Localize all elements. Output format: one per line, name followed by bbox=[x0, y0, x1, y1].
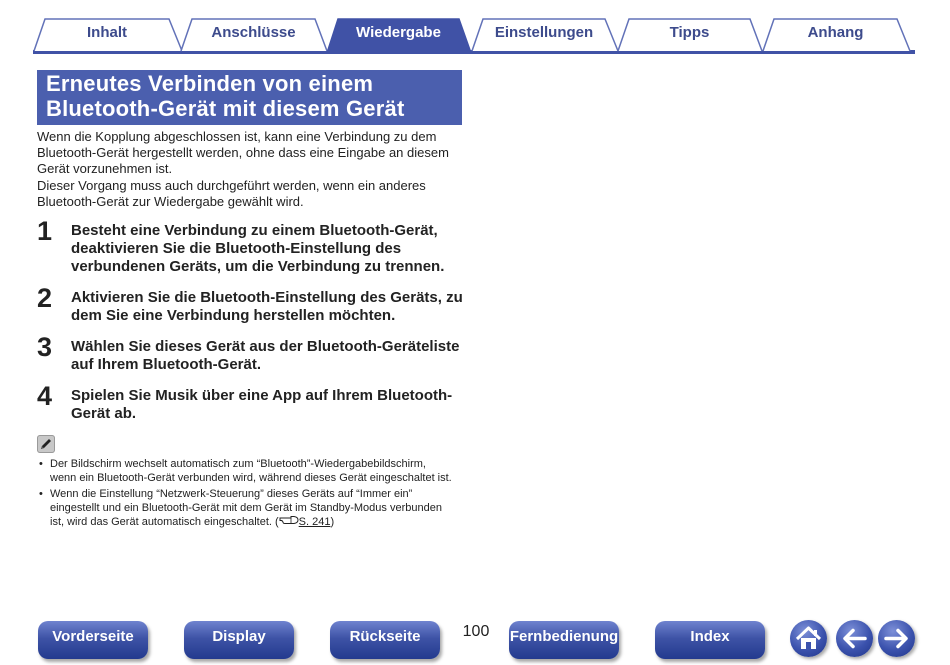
step-text bbox=[71, 222, 471, 276]
intro-text-line: Bluetooth-Gerät hergestellt werden, ohne dass eine Eingabe an diesem bbox=[37, 145, 449, 160]
display-button[interactable]: Display bbox=[184, 621, 294, 659]
page-reference-link[interactable] bbox=[279, 516, 331, 528]
tab-anhang-label: Anhang bbox=[807, 24, 864, 41]
pencil-icon-graphic bbox=[37, 435, 55, 453]
note-text-line: Der Bildschirm wechselt automatisch zum “Bluetooth”-Wiedergabebildschirm, bbox=[50, 458, 426, 470]
note-text-line: wenn ein Bluetooth-Gerät verbunden wird, während dieses Gerät eingeschaltet ist. bbox=[50, 472, 452, 484]
remote-control-button[interactable]: Fernbedienung bbox=[509, 621, 619, 659]
step-text-line: Gerät ab. bbox=[71, 405, 137, 422]
note-text-line: eingestellt und ein Bluetooth-Gerät mit dem Gerät im Standby-Modus verbunden bbox=[50, 502, 442, 514]
step-text-line: verbundenen Geräts, um die Verbindung zu trennen. bbox=[71, 258, 445, 275]
page-number: 100 bbox=[462, 623, 490, 640]
step-2 bbox=[37, 283, 477, 327]
arrow-left-icon bbox=[836, 620, 873, 657]
section-heading bbox=[37, 70, 462, 125]
step-text-line: Wählen Sie dieses Gerät aus der Bluetooth-Geräteliste bbox=[71, 338, 460, 355]
note-item: • Wenn die Einstellung “Netzwerk-Steuerung” dieses Geräts auf “Immer ein” eingestellt und ein Bluetooth-Gerät mit dem Gerät im Standby-Modus verbunden ist, wird das Gerät automatisch eingeschaltet. ( S. 241) bbox=[37, 487, 467, 529]
rear-panel-button[interactable]: Rückseite bbox=[330, 621, 440, 659]
home-icon bbox=[790, 620, 827, 657]
section-heading-line-1: Erneutes Verbinden von einem bbox=[46, 71, 374, 96]
tab-einstellungen-label: Einstellungen bbox=[494, 24, 594, 41]
section-heading-line-2: Bluetooth-Gerät mit diesem Gerät bbox=[46, 96, 405, 121]
step-text-line: Spielen Sie Musik über eine App auf Ihrem Bluetooth- bbox=[71, 387, 453, 404]
step-text-line: auf Ihrem Bluetooth-Gerät. bbox=[71, 356, 262, 373]
step-number: 3 bbox=[37, 332, 53, 362]
note-item: • Der Bildschirm wechselt automatisch zum “Bluetooth”-Wiedergabebildschirm, wenn ein Bluetooth-Gerät verbunden wird, während dieses Gerät eingeschaltet ist. bbox=[37, 457, 467, 485]
index-button[interactable]: Index bbox=[655, 621, 765, 659]
front-panel-button[interactable]: Vorderseite bbox=[38, 621, 148, 659]
step-text-line: deaktivieren Sie die Bluetooth-Einstellung des bbox=[71, 240, 402, 257]
step-4 bbox=[37, 381, 477, 425]
tab-wiedergabe-label: Wiedergabe bbox=[356, 24, 441, 41]
step-number: 2 bbox=[37, 283, 53, 313]
forward-button[interactable] bbox=[878, 620, 915, 657]
step-text bbox=[71, 387, 471, 423]
tab-inhalt-label: Inhalt bbox=[87, 24, 127, 41]
step-text bbox=[71, 289, 471, 325]
arrow-right-icon bbox=[878, 620, 915, 657]
intro-paragraph-1 bbox=[37, 129, 467, 177]
note-text-line: Wenn die Einstellung “Netzwerk-Steuerung” dieses Geräts auf “Immer ein” bbox=[50, 488, 413, 500]
intro-text-line: Dieser Vorgang muss auch durchgeführt werden, wenn ein anderes bbox=[37, 178, 426, 193]
step-text-line: Besteht eine Verbindung zu einem Bluetooth-Gerät, bbox=[71, 222, 438, 239]
back-button[interactable] bbox=[836, 620, 873, 657]
note-text-after: ) bbox=[330, 516, 335, 528]
step-1 bbox=[37, 216, 477, 278]
step-text bbox=[71, 338, 471, 374]
home-button[interactable] bbox=[790, 620, 827, 657]
tab-tipps-label: Tipps bbox=[669, 24, 710, 41]
step-number: 4 bbox=[37, 381, 53, 411]
step-number: 1 bbox=[37, 216, 53, 246]
intro-text-line: Gerät vorzunehmen ist. bbox=[37, 161, 173, 176]
step-text-line: dem Sie eine Verbindung herstellen möchten. bbox=[71, 307, 396, 324]
tab-bar bbox=[0, 0, 950, 56]
tab-anschluesse-label: Anschlüsse bbox=[211, 24, 296, 41]
page-reference-text: S. 241 bbox=[298, 516, 331, 528]
pointing-hand-icon bbox=[279, 515, 299, 525]
step-text-line: Aktivieren Sie die Bluetooth-Einstellung des Geräts, zu bbox=[71, 289, 463, 306]
step-3 bbox=[37, 332, 477, 376]
intro-text-line: Wenn die Kopplung abgeschlossen ist, kann eine Verbindung zu dem bbox=[37, 129, 437, 144]
note-text-line bbox=[50, 515, 467, 529]
intro-paragraph-2 bbox=[37, 178, 467, 210]
note-text-line-start: ist, wird das Gerät automatisch eingeschaltet. ( bbox=[50, 516, 279, 528]
pencil-icon bbox=[37, 435, 55, 453]
note-list bbox=[37, 457, 467, 531]
intro-text-line: Bluetooth-Gerät zur Wiedergabe gewählt wird. bbox=[37, 194, 304, 209]
